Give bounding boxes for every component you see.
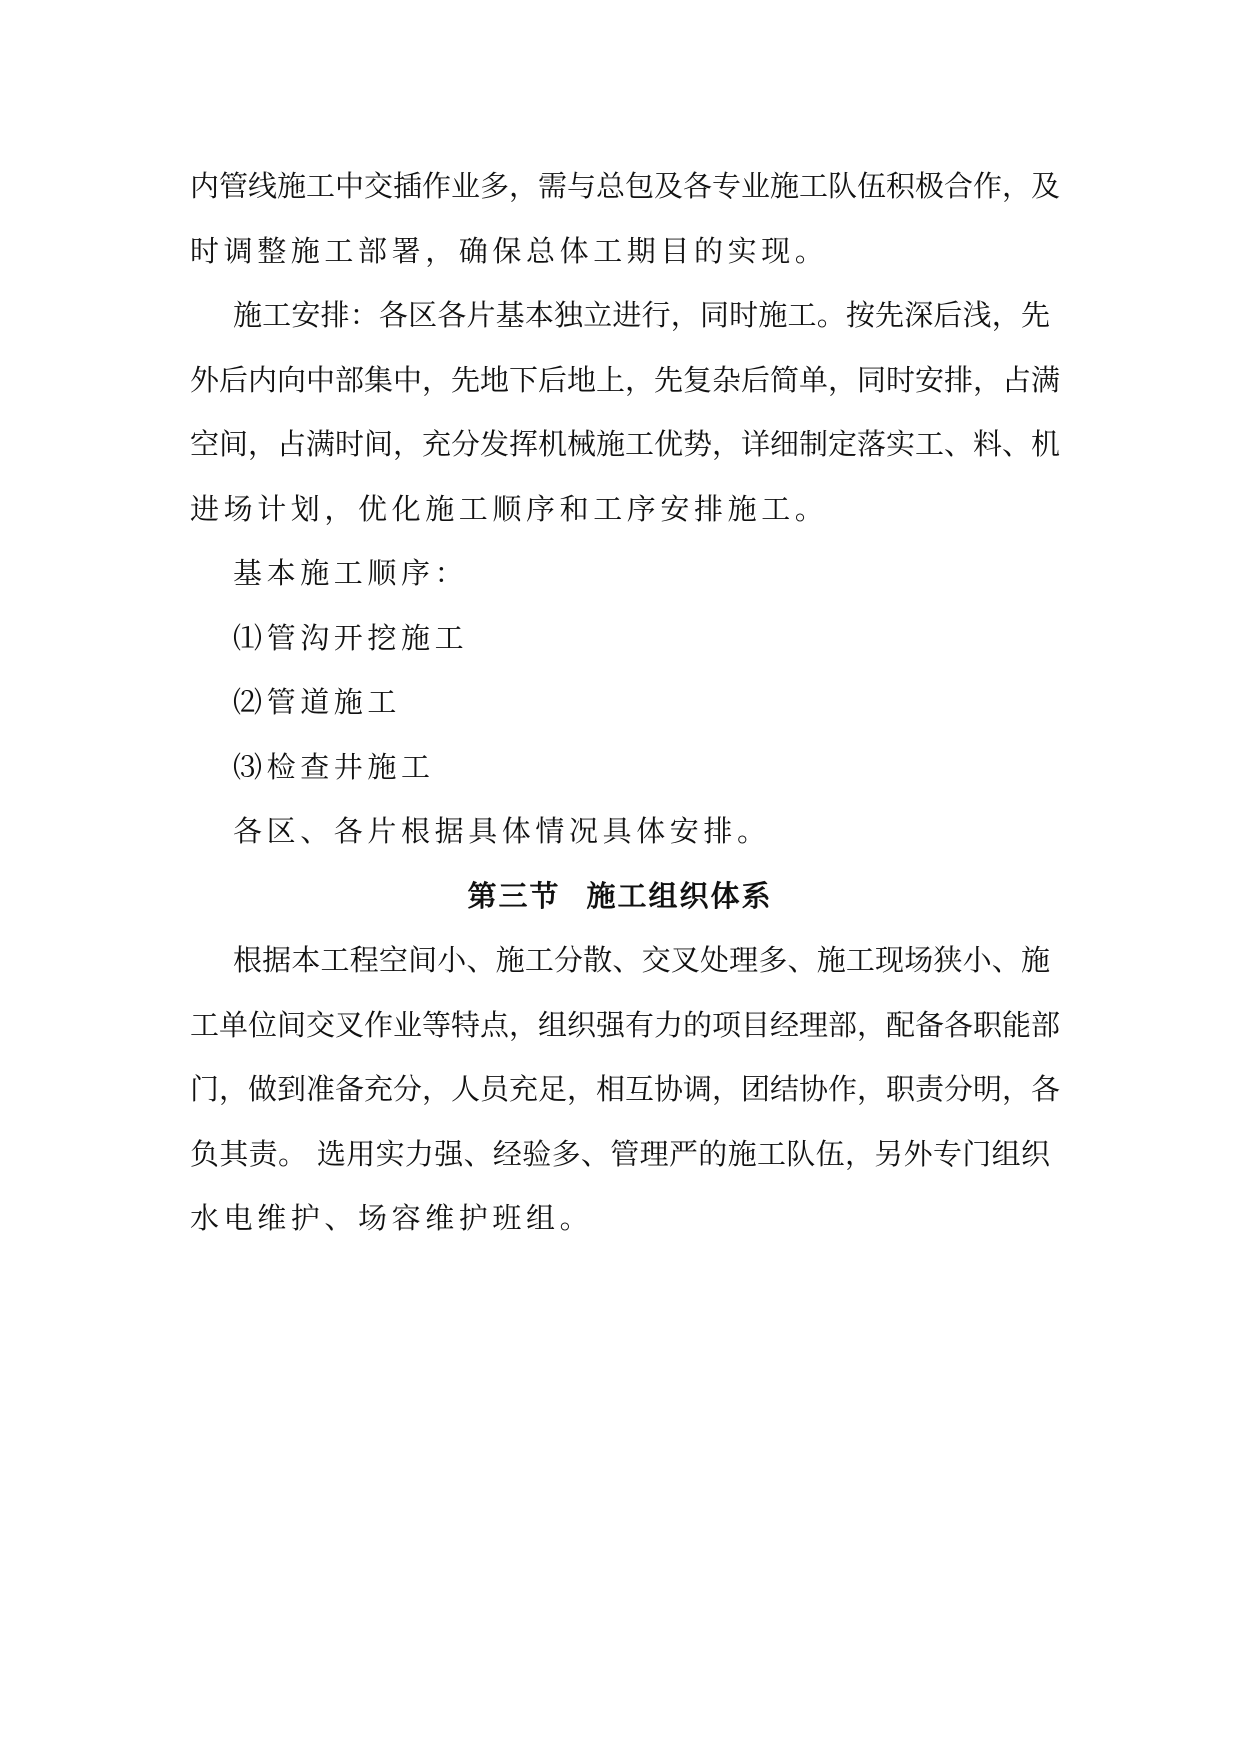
list-item: ⑶检查井施工	[233, 749, 435, 784]
paragraph-line: 进场计划，优化施工顺序和工序安排施工。	[190, 491, 829, 526]
paragraph-construction-arrangement	[190, 283, 1061, 541]
section-number: 第三节	[467, 878, 561, 913]
section-heading	[190, 864, 1050, 929]
list-item: ⑴管沟开挖施工	[233, 620, 469, 655]
sequence-note: 各区、各片根据具体情况具体安排。	[233, 814, 771, 848]
paragraph-organization-system	[190, 928, 1061, 1251]
paragraph-1	[190, 154, 1061, 283]
document-body	[190, 154, 1061, 1251]
paragraph-line: 水电维护、场容维护班组。	[190, 1201, 594, 1235]
paragraph-line: 施工安排：各区各片基本独立进行，同时施工。按先深后浅，先	[233, 298, 1050, 332]
construction-sequence	[190, 541, 1050, 864]
sequence-label: 基本施工顺序：	[233, 556, 469, 590]
paragraph-line: 工单位间交叉作业等特点，组织强有力的项目经理部，配备各职能部	[190, 1007, 1061, 1042]
paragraph-line: 空间，占满时间，充分发挥机械施工优势，详细制定落实工、料、机	[190, 427, 1061, 461]
section-title: 施工组织体系	[586, 878, 773, 913]
paragraph-line: 内管线施工中交插作业多，需与总包及各专业施工队伍积极合作，及	[190, 169, 1061, 203]
paragraph-line: 时调整施工部署，确保总体工期目的实现。	[190, 233, 829, 268]
list-item: ⑵管道施工	[233, 685, 402, 719]
paragraph-line: 根据本工程空间小、施工分散、交叉处理多、施工现场狭小、施	[233, 943, 1050, 977]
paragraph-line: 负其责。 选用实力强、经验多、管理严的施工队伍，另外专门组织	[190, 1136, 1050, 1171]
paragraph-line: 外后内向中部集中，先地下后地上，先复杂后简单，同时安排，占满	[190, 362, 1061, 397]
paragraph-line: 门，做到准备充分，人员充足，相互协调，团结协作，职责分明，各	[190, 1072, 1061, 1106]
